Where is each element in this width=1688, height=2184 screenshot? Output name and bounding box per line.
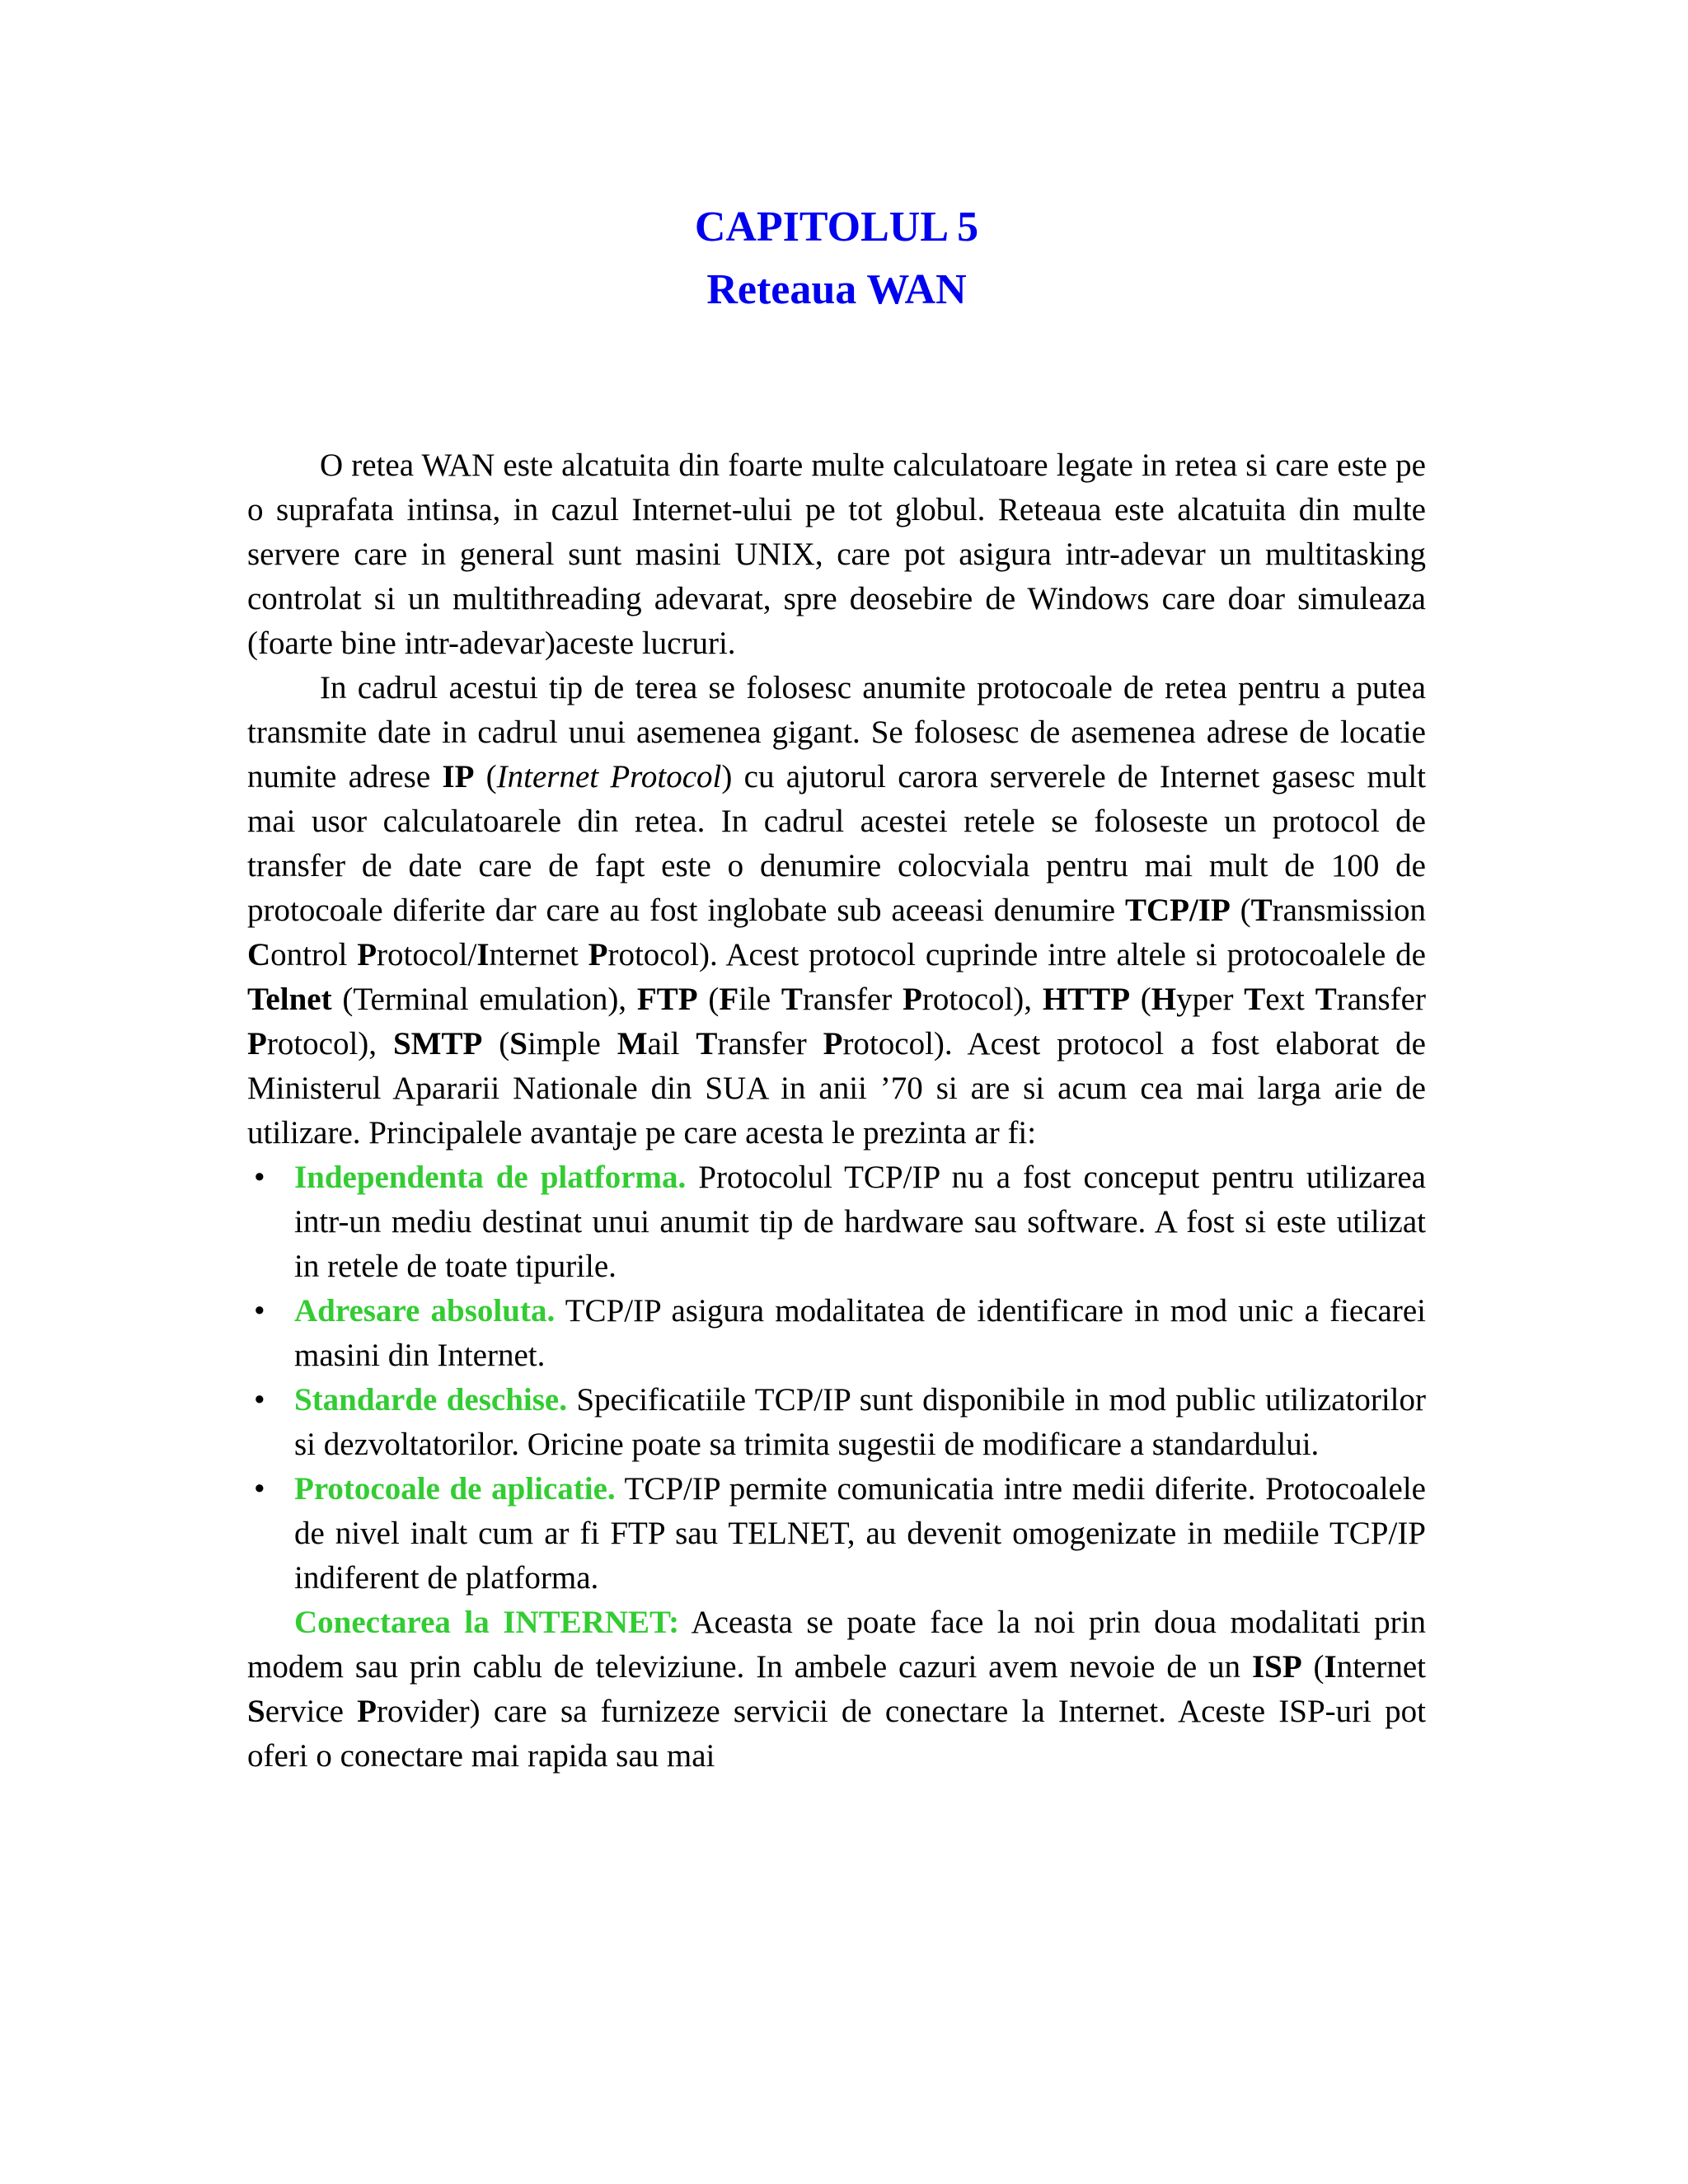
- bullet-item: [247, 1467, 1426, 1601]
- bullet-item: [247, 1155, 1426, 1289]
- text-run: TCP/IP permite comunicatia intre medii diferite. Protocoalele de nivel inalt cum ar fi FTP sau TELNET, au devenit omogenizate in mediile TCP/IP indiferent de platforma.: [294, 1471, 1426, 1596]
- text-run: ontrol: [270, 937, 358, 972]
- bullet-item: [247, 1378, 1426, 1467]
- text-run: ile: [738, 982, 781, 1017]
- bold-run: S: [247, 1694, 265, 1729]
- bold-run: IP: [442, 759, 475, 794]
- bullet-icon: •: [254, 1293, 265, 1329]
- bold-run: P: [357, 937, 377, 972]
- text-run: nternet: [489, 937, 588, 972]
- text-run: ransmission: [1272, 893, 1427, 928]
- bold-run: I: [476, 937, 490, 972]
- bold-run: TCP/IP: [1124, 893, 1231, 928]
- text-run: imple: [527, 1026, 617, 1062]
- bold-run: H: [1151, 982, 1177, 1017]
- text-run: (: [1230, 893, 1251, 928]
- heading-run: Independenta de platforma.: [294, 1160, 687, 1195]
- paragraph: [247, 1601, 1426, 1779]
- paragraph: [247, 443, 1426, 666]
- bold-run: HTTP: [1042, 982, 1131, 1017]
- bullet-text: [294, 1293, 1426, 1373]
- bold-run: C: [247, 937, 271, 972]
- bullet-text: [294, 1160, 1426, 1284]
- bold-run: T: [696, 1026, 718, 1062]
- bold-run: T: [781, 982, 803, 1017]
- text-run: (: [474, 759, 497, 794]
- bullet-icon: •: [254, 1160, 265, 1195]
- paragraph: [247, 666, 1426, 1155]
- text-run: ransfer: [1336, 982, 1426, 1017]
- text-run: (: [1301, 1649, 1325, 1685]
- bold-run: T: [1244, 982, 1266, 1017]
- bold-run: SMTP: [392, 1026, 483, 1062]
- text-run: rotocol),: [921, 982, 1043, 1017]
- bold-run: M: [617, 1026, 648, 1062]
- bold-run: P: [588, 937, 608, 972]
- text-run: rotocol),: [266, 1026, 393, 1062]
- text-run: O retea WAN este alcatuita din foarte multe calculatoare legate in retea si care este pe o suprafata intinsa, in cazul Internet-ului pe tot globul. Reteaua este alcatuita din multe servere care in general sunt masini UNIX, care pot asigura intr-adevar un multitasking controlat si un multithreading adevarat, spre deosebire de Windows care doar simuleaza (foarte bine intr-adevar)aceste lucruri.: [247, 448, 1426, 661]
- bold-run: P: [823, 1026, 843, 1062]
- text-run: (: [1130, 982, 1151, 1017]
- text-run: ransfer: [717, 1026, 823, 1062]
- text-run: rovider) care sa furnizeze servicii de conectare la Internet. Aceste ISP-uri pot oferi o conectare mai rapida sau mai: [247, 1694, 1426, 1774]
- text-run: (: [482, 1026, 510, 1062]
- bullet-text: [294, 1382, 1426, 1462]
- bullet-icon: •: [254, 1382, 265, 1418]
- chapter-title: [247, 196, 1426, 321]
- text-run: ransfer: [802, 982, 903, 1017]
- text-run: (: [697, 982, 720, 1017]
- chapter-title-number: CAPITOLUL 5: [694, 204, 979, 251]
- bullet-icon: •: [254, 1471, 265, 1507]
- text-run: ext: [1265, 982, 1315, 1017]
- bold-run: S: [509, 1026, 528, 1062]
- bold-run: P: [903, 982, 922, 1017]
- heading-run: Conectarea la INTERNET:: [294, 1605, 680, 1640]
- text-run: TCP/IP asigura modalitatea de identificare in mod unic a fiecarei masini din Internet.: [294, 1293, 1426, 1373]
- bold-run: T: [1315, 982, 1337, 1017]
- italic-run: Internet Protocol: [496, 759, 722, 794]
- text-run: ) cu ajutorul carora serverele de Internet gasesc mult mai usor calculatoarele din retea. In cadrul acestei retele se foloseste un protocol de transfer de date care de fapt este o denumire colocviala pentru mai mult de 100 de protocoale diferite dar care au fost inglobate sub aceeasi denumire: [247, 759, 1426, 928]
- bold-run: T: [1250, 893, 1273, 928]
- bold-run: FTP: [636, 982, 698, 1017]
- bold-run: P: [247, 1026, 267, 1062]
- bullet-item: [247, 1289, 1426, 1378]
- bold-run: P: [357, 1694, 377, 1729]
- text-run: Aceasta se poate face la noi prin doua modalitati prin modem sau prin cablu de televiziune. In ambele cazuri avem nevoie de un: [247, 1605, 1426, 1685]
- text-run: (Terminal emulation),: [331, 982, 637, 1017]
- bold-run: F: [719, 982, 739, 1017]
- text-run: yper: [1176, 982, 1245, 1017]
- document-content: [247, 443, 1426, 1779]
- bold-run: Telnet: [247, 982, 332, 1017]
- text-run: rotocol/: [377, 937, 477, 972]
- text-run: ail: [647, 1026, 696, 1062]
- text-run: rotocol). Acest protocol cuprinde intre altele si protocoalele de: [607, 937, 1426, 972]
- bullet-text: [294, 1471, 1426, 1596]
- text-run: nternet: [1336, 1649, 1426, 1685]
- bold-run: I: [1324, 1649, 1337, 1685]
- text-run: In cadrul acestui tip de terea se folosesc anumite protocoale de retea pentru a putea transmite date in cadrul unui asemenea gigant. Se folosesc de asemenea adrese de locatie numite adrese: [247, 670, 1426, 794]
- heading-run: Standarde deschise.: [294, 1382, 567, 1418]
- text-run: Specificatiile TCP/IP sunt disponibile in mod public utilizatorilor si dezvoltatorilor. Oricine poate sa trimita sugestii de modificare a standardului.: [294, 1382, 1426, 1462]
- heading-run: Protocoale de aplicatie.: [294, 1471, 616, 1507]
- text-run: ervice: [265, 1694, 358, 1729]
- text-run: rotocol). Acest protocol a fost elaborat de Ministerul Apararii Nationale din SUA in anii ’70 si are si acum cea mai larga arie de utilizare. Principalele avantaje pe care acesta le prezinta ar fi:: [247, 1026, 1426, 1151]
- heading-run: Adresare absoluta.: [294, 1293, 556, 1329]
- chapter-title-name: Reteaua WAN: [706, 266, 967, 313]
- bold-run: ISP: [1251, 1649, 1302, 1685]
- text-run: Protocolul TCP/IP nu a fost conceput pentru utilizarea intr-un mediu destinat unui anumit tip de hardware sau software. A fost si este utilizat in retele de toate tipurile.: [294, 1160, 1426, 1284]
